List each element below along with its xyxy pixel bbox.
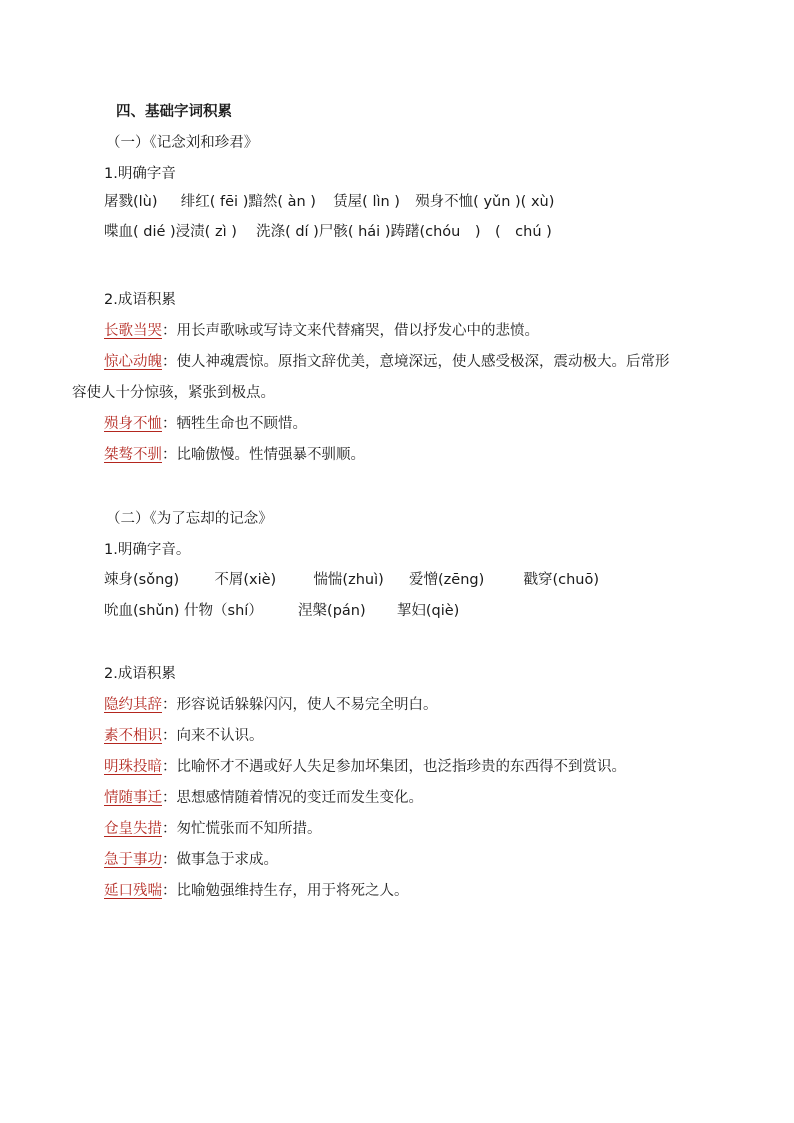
idiom-entry [104, 850, 278, 870]
pron-item: 爱憎(zēng) [409, 572, 485, 588]
pron-item: 不屑(xiè) [214, 572, 277, 588]
idiom-entry [104, 726, 264, 746]
idiom-entry [104, 414, 307, 434]
idiom-definition: ：向来不认识。 [162, 728, 264, 744]
idiom-term: 明珠投暗 [104, 759, 162, 775]
pron-item: 洗涤( dí )尸骸( hái )踌躇(chóu ) ( chú ) [256, 224, 552, 240]
idiom-term: 情随事迁 [104, 790, 162, 806]
idiom-term: 素不相识 [104, 728, 162, 744]
part2-pron-row2 [104, 601, 459, 621]
idiom-term: 隐约其辞 [104, 697, 162, 713]
idiom-definition-continuation: 容使人十分惊骇，紧张到极点。 [72, 385, 275, 401]
part1-pron-row1 [104, 192, 554, 212]
section-title: 四、基础字词积累 [116, 104, 232, 120]
part2-idiom-heading: 2.成语积累 [104, 666, 176, 682]
idiom-term: 殒身不恤 [104, 416, 162, 432]
part2-title: （二）《为了忘却的记念》 [106, 511, 273, 527]
pron-item: 涅槃(pán) [298, 603, 366, 619]
pron-item: 惴惴(zhuì) [313, 572, 384, 588]
idiom-definition: ：用长声歌咏或写诗文来代替痛哭，借以抒发心中的悲愤。 [162, 323, 539, 339]
idiom-entry [104, 321, 539, 341]
idiom-term: 桀骜不驯 [104, 447, 162, 463]
pron-item: 吮血(shǔn) 什物（shí） [104, 603, 263, 619]
idiom-definition: ：比喻勉强维持生存，用于将死之人。 [162, 883, 409, 899]
pron-item: 绯红( fēi )黯然( àn ) [180, 194, 316, 210]
idiom-entry [104, 352, 670, 372]
part2-pron-row1 [104, 570, 599, 590]
part1-title: （一）《记念刘和珍君》 [106, 135, 259, 151]
idiom-definition: ：牺牲生命也不顾惜。 [162, 416, 307, 432]
idiom-term: 延口残喘 [104, 883, 162, 899]
idiom-entry [104, 445, 365, 465]
pron-item: 挈妇(qiè) [396, 603, 460, 619]
idiom-definition: ：比喻怀才不遇或好人失足参加坏集团，也泛指珍贵的东西得不到赏识。 [162, 759, 626, 775]
idiom-term: 惊心动魄 [104, 354, 162, 370]
part2-pron-heading: 1.明确字音。 [104, 542, 191, 558]
pron-item: 戳穿(chuō) [523, 572, 600, 588]
idiom-entry [104, 881, 409, 901]
part1-idiom-heading: 2.成语积累 [104, 292, 176, 308]
pron-item: 喋血( dié )浸渍( zì ) [104, 224, 237, 240]
idiom-definition: ：形容说话躲躲闪闪，使人不易完全明白。 [162, 697, 438, 713]
idiom-entry [104, 788, 423, 808]
part1-pron-heading: 1.明确字音 [104, 166, 176, 182]
pron-item: 竦身(sǒng) [104, 572, 180, 588]
idiom-definition: ：使人神魂震惊。原指文辞优美，意境深远，使人感受极深，震动极大。后常形 [162, 354, 670, 370]
idiom-definition: ：思想感情随着情况的变迁而发生变化。 [162, 790, 423, 806]
idiom-entry [104, 757, 626, 777]
pron-item: 赁屋( lìn ) [333, 194, 400, 210]
idiom-entry [104, 819, 322, 839]
idiom-term: 急于事功 [104, 852, 162, 868]
idiom-definition: ：做事急于求成。 [162, 852, 278, 868]
pron-item: 屠戮(lù) [104, 194, 158, 210]
idiom-entry [104, 695, 438, 715]
idiom-definition: ：匆忙慌张而不知所措。 [162, 821, 322, 837]
part1-pron-row2 [104, 222, 552, 242]
pron-item: 殒身不恤( yǔn )( xù) [415, 194, 555, 210]
idiom-definition: ：比喻傲慢。性情强暴不驯顺。 [162, 447, 365, 463]
idiom-term: 长歌当哭 [104, 323, 162, 339]
idiom-term: 仓皇失措 [104, 821, 162, 837]
